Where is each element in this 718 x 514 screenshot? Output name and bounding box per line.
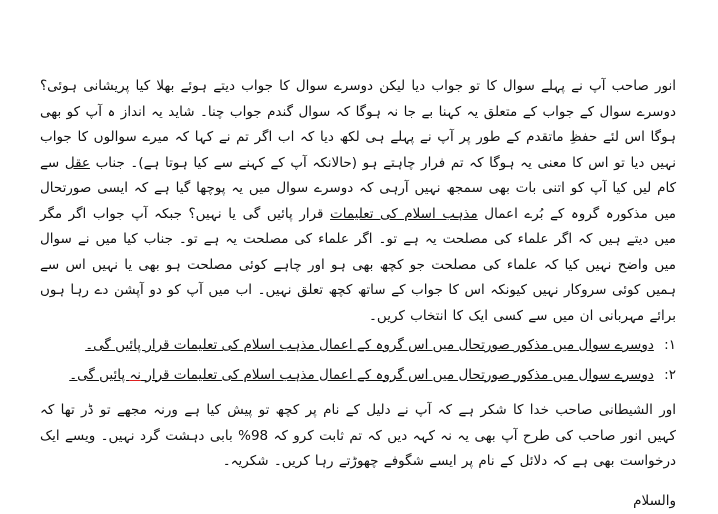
- letter-paragraph-main: [40, 74, 676, 329]
- option-two-text-a: دوسرے سوال میں مذکور صورتحال میں اس گروہ کے اعمال مذہب اسلام کی تعلیمات قرار: [141, 367, 654, 383]
- option-two-negation: نہ: [129, 367, 141, 383]
- option-one: [40, 333, 676, 359]
- paragraph-closing-text: اور الشیطانی صاحب خدا کا شکر ہے کہ آپ نے دلیل کے نام پر کچھ تو پیش کیا ہے ورنہ مجھے تو ڈر تھا کہ کہیں انور صاحب کی طرح آپ بھی یہ نہ کہہ دیں کہ تم ثابت کرو کہ 98% بابی دہشت گرد نہیں۔ ویسے ایک درخواست بھی ہے کہ دلائل کے نام پر ایسے شگوفے چھوڑتے رہا کریں۔ شکریہ۔: [40, 402, 676, 469]
- highlight-phrase-2: مذہب اسلام کی تعلیمات: [330, 206, 478, 222]
- option-two: [40, 363, 676, 389]
- signoff: والسلام: [40, 489, 676, 514]
- option-two-text-b: پائیں گی۔: [69, 367, 129, 383]
- paragraph-main-text: انور صاحب آپ نے پہلے سوال کا تو جواب دیا لیکن دوسرے سوال کا جواب دیتے ہوئے بھلا کیا پریشانی ہوئی؟ دوسرے سوال کے جواب کے متعلق یہ کہنا بے جا نہ ہوگا کہ سوال گندم جواب چنا۔ شاید یہ انداز ہ آپ کو بھی ہوگا اس لئے حفظِ ماتقدم کے طور پر آپ نے پہلے ہی لکھ دیا کہ اب اگر تم نے کہا کہ میرے سوالوں کا جواب نہیں دیا تو اس کا معنی یہ ہوگا کہ تم فرار چاہتے ہو (حالانکہ آپ کے کہنے سے کیا ہوتا ہے)۔ جناب عقل سے کام لیں کیا آپ کو اتنی بات بھی سمجھ نہیں آرہی کہ دوسرے سوال میں یہ پوچھا گیا ہے کہ ایسی صورتحال میں مذکورہ گروہ کے بُرے اعمال مذہب اسلام کی تعلیمات قرار پائیں گی یا نہیں؟ جبکہ آپ جواب اگر مگر میں دیتے ہیں کہ اگر علماء کی مصلحت یہ ہے تو۔ اگر علماء کی مصلحت یہ ہے تو۔ جناب کیا میں نے سوال میں واضح نہیں کیا کہ علماء کی مصلحت جو کچھ بھی ہو اور چاہے کوئی مصلحت ہو بھی یا نہیں اس سے ہمیں کوئی سروکار نہیں کیونکہ اس کا جواب کے ساتھ کچھ تعلق نہیں۔ اب میں آپ کو دو آپشن دے رہا ہوں برائے مہربانی ان میں سے کسی ایک کا انتخاب کریں۔: [40, 78, 676, 324]
- letter-paragraph-closing: [40, 398, 676, 475]
- highlight-phrase-1: عقل: [65, 155, 90, 171]
- option-two-number: ۲:: [664, 367, 676, 383]
- option-one-number: ۱:: [664, 337, 676, 353]
- option-one-text: دوسرے سوال میں مذکور صورتحال میں اس گروہ کے اعمال مذہب اسلام کی تعلیمات قرار پائیں گی۔: [85, 337, 654, 353]
